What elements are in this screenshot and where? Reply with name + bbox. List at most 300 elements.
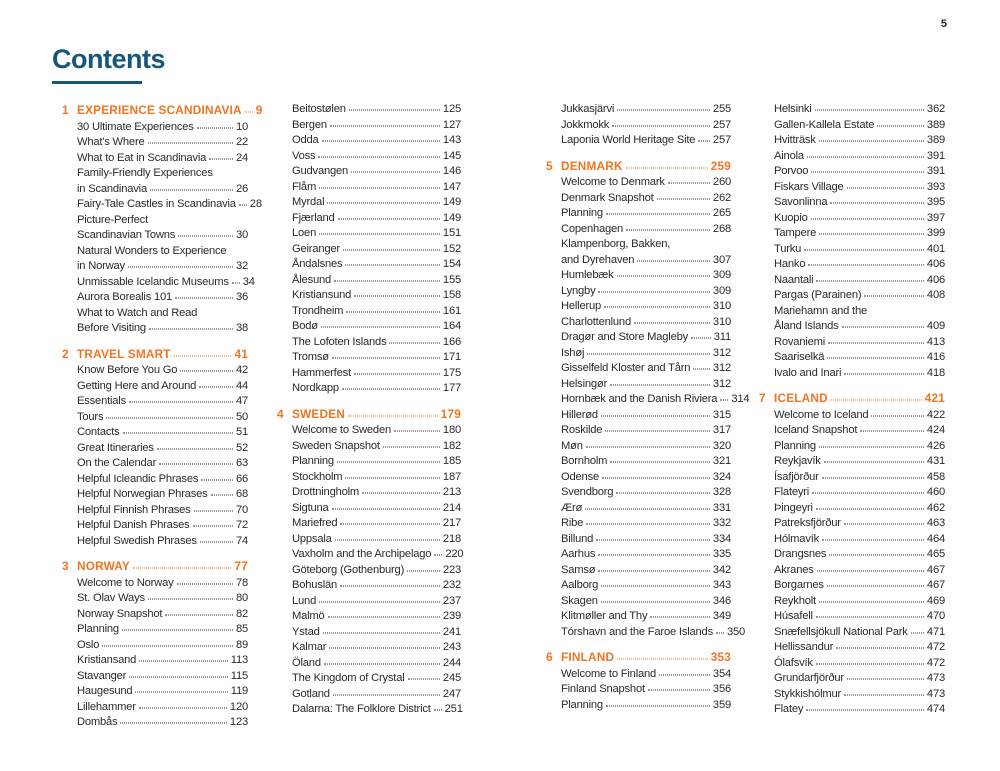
- dot-leader: [586, 446, 710, 447]
- toc-entry: [774, 533, 945, 549]
- toc-entry-page: 471: [926, 625, 945, 638]
- toc-entry-page: 36: [235, 291, 248, 303]
- dot-leader: [804, 249, 924, 250]
- toc-entry-label: Møn: [561, 439, 583, 452]
- toc-entry: [774, 626, 945, 642]
- toc-entry: [561, 119, 731, 135]
- toc-entry-page: 123: [229, 716, 248, 728]
- toc-section-label: DENMARK: [561, 158, 623, 173]
- toc-entry: [292, 440, 461, 456]
- dot-leader: [389, 342, 439, 343]
- toc-entry-page: 34: [242, 275, 255, 288]
- toc-entry-page: 359: [712, 698, 731, 711]
- toc-entry-page: 472: [926, 641, 945, 653]
- dot-leader: [806, 710, 924, 711]
- toc-entry: [77, 291, 248, 307]
- dot-leader: [626, 167, 708, 168]
- toc-entry: [77, 519, 248, 535]
- toc-entry-page: 397: [926, 211, 945, 224]
- dot-leader: [816, 280, 923, 281]
- dot-leader: [434, 710, 442, 711]
- toc-entry-label: Saariselkä: [774, 351, 825, 363]
- toc-entry-page: 119: [230, 685, 248, 697]
- dot-leader: [332, 508, 440, 509]
- toc-entry-page: 342: [712, 563, 731, 576]
- toc-entry: [292, 320, 461, 336]
- toc-entry-page: 51: [235, 426, 248, 438]
- dot-leader: [345, 265, 439, 266]
- toc-entry-page: 82: [235, 607, 248, 620]
- toc-entry: [774, 289, 945, 305]
- dot-leader: [911, 632, 924, 633]
- toc-entry-label: Welcome to Finland: [561, 667, 657, 680]
- toc-entry: [77, 623, 248, 639]
- dot-leader: [864, 296, 924, 297]
- toc-entry-page: 127: [442, 118, 461, 131]
- dot-leader: [596, 539, 710, 540]
- toc-entry-page: 424: [926, 424, 945, 436]
- toc-entry-label: Myrdal: [292, 196, 325, 208]
- toc-entry-page: 26: [235, 182, 248, 195]
- toc-entry-page: 245: [442, 672, 461, 684]
- toc-entry-page: 317: [712, 424, 731, 436]
- toc-entry-label: On the Calendar: [77, 457, 157, 469]
- toc-entry: [77, 504, 248, 520]
- dot-leader: [693, 369, 710, 370]
- dot-leader: [816, 508, 924, 509]
- toc-section-header: [62, 103, 263, 119]
- toc-entry-label: Mariehamn and the: [774, 304, 867, 317]
- toc-entry: [561, 699, 731, 715]
- toc-entry-label: Helpful Norwegian Phrases: [77, 488, 208, 500]
- toc-entry-label: Bergen: [292, 118, 327, 131]
- toc-entry-page: 47: [235, 395, 248, 407]
- toc-entry-label: Þingeyri: [774, 501, 813, 514]
- toc-entry: [292, 227, 461, 243]
- toc-entry-wrap-line: [561, 238, 731, 254]
- toc-entry: [77, 152, 248, 168]
- dot-leader: [245, 112, 253, 113]
- toc-entry: [561, 409, 731, 425]
- toc-entry-label: Planning: [561, 207, 603, 219]
- toc-entry: [77, 654, 248, 670]
- dot-leader: [211, 495, 233, 496]
- toc-entry-label: Tours: [77, 410, 104, 423]
- dot-leader: [659, 674, 710, 675]
- dot-leader: [199, 386, 233, 387]
- toc-entry-label: Ólafsvík: [774, 656, 813, 669]
- toc-entry-label: Planning: [774, 439, 816, 452]
- toc-entry-page: 331: [712, 501, 731, 514]
- toc-entry: [561, 683, 731, 699]
- dot-leader: [836, 648, 924, 649]
- toc-entry: [292, 486, 461, 502]
- toc-entry: [77, 183, 248, 199]
- dot-leader: [847, 679, 924, 680]
- dot-leader: [819, 601, 924, 602]
- toc-entry: [77, 457, 248, 473]
- dot-leader: [120, 723, 226, 724]
- toc-entry-page: 89: [235, 638, 248, 651]
- toc-section-label: EXPERIENCE SCANDINAVIA: [77, 103, 242, 117]
- toc-entry-label: Humlebæk: [561, 269, 614, 281]
- toc-entry-page: 332: [712, 517, 731, 529]
- toc-entry-label: Uppsala: [292, 532, 332, 545]
- toc-section-label: ICELAND: [774, 391, 828, 405]
- dot-leader: [351, 172, 440, 173]
- toc-entry-page: 315: [712, 408, 731, 421]
- dot-leader: [354, 296, 440, 297]
- toc-entry-label: Aalborg: [561, 579, 599, 591]
- toc-entry: [774, 610, 945, 626]
- toc-entry-label: Gisselfeld Kloster and Tårn: [561, 362, 691, 374]
- toc-entry-label: Turku: [774, 242, 802, 255]
- dot-leader: [128, 267, 233, 268]
- dot-leader: [601, 586, 710, 587]
- toc-entry: [774, 672, 945, 688]
- dot-leader: [329, 648, 440, 649]
- dot-leader: [815, 110, 924, 111]
- toc-entry-label: Helsingør: [561, 377, 608, 390]
- toc-entry: [774, 703, 945, 719]
- toc-entry-page: 28: [249, 198, 262, 210]
- toc-entry-label: Hornbæk and the Danish Riviera: [561, 393, 718, 405]
- toc-entry-page: 406: [926, 273, 945, 286]
- toc-entry: [292, 579, 461, 595]
- toc-entry: [774, 579, 945, 595]
- dot-leader: [602, 477, 710, 478]
- toc-entry-label: Aarhus: [561, 548, 596, 560]
- toc-section-page: 179: [440, 406, 461, 421]
- dot-leader: [606, 705, 710, 706]
- toc-entry-label: Göteborg (Gothenburg): [292, 563, 405, 576]
- toc-entry-label: Flateyri: [774, 486, 810, 498]
- folio-page-number: 5: [940, 18, 947, 30]
- toc-entry: [561, 517, 731, 533]
- toc-entry-page: 473: [926, 672, 945, 684]
- toc-section-page: 259: [710, 158, 731, 173]
- toc-entry-page: 257: [712, 118, 731, 131]
- toc-entry-page: 314: [731, 393, 750, 405]
- toc-entry: [561, 362, 731, 378]
- dot-leader: [157, 448, 233, 449]
- toc-entry: [77, 473, 248, 489]
- toc-entry-page: 63: [235, 457, 248, 469]
- toc-entry-page: 262: [712, 191, 731, 204]
- toc-entry: [292, 258, 461, 274]
- toc-entry-label: Odense: [561, 470, 599, 483]
- toc-entry-label: Kristiansand: [77, 654, 137, 666]
- toc-entry-label: Odda: [292, 134, 319, 146]
- toc-entry-page: 309: [712, 269, 731, 281]
- toc-section-number: 6: [546, 650, 553, 664]
- toc-entry-label: Unmissable Icelandic Museums: [77, 275, 229, 288]
- toc-entry-label: Bornholm: [561, 455, 608, 467]
- toc-entry-page: 237: [442, 594, 461, 607]
- toc-entry: [561, 103, 731, 119]
- toc-entry-label: Akranes: [774, 563, 814, 576]
- toc-entry: [561, 548, 731, 564]
- dot-leader: [716, 632, 724, 633]
- toc-entry-page: 52: [235, 441, 248, 454]
- toc-entry-page: 311: [713, 331, 731, 343]
- toc-entry-page: 158: [442, 289, 461, 301]
- toc-entry-label: Gallen-Kallela Estate: [774, 118, 875, 131]
- toc-section-header: [62, 559, 248, 575]
- toc-entry-label: Ísafjörður: [774, 470, 819, 483]
- dot-leader: [129, 402, 233, 403]
- toc-entry-label: Helpful Icleandic Phrases: [77, 472, 199, 485]
- toc-entry-page: 244: [442, 656, 461, 669]
- toc-entry-label: The Kingdom of Crystal: [292, 672, 405, 684]
- toc-entry-wrap-line: [77, 167, 248, 183]
- toc-entry-page: 171: [442, 351, 461, 363]
- toc-entry-label: Snæfellsjökull National Park: [774, 625, 908, 638]
- toc-entry: [77, 380, 248, 396]
- toc-entry: [77, 198, 262, 214]
- toc-entry-page: 187: [442, 470, 461, 483]
- toc-entry-label: Samsø: [561, 563, 596, 576]
- dot-leader: [586, 524, 710, 525]
- toc-entry-label: Ishøj: [561, 346, 585, 359]
- toc-entry: [77, 121, 248, 137]
- toc-entry: [561, 300, 731, 316]
- toc-entry: [292, 351, 461, 367]
- toc-entry: [774, 243, 945, 259]
- toc-entry-page: 335: [712, 548, 731, 560]
- toc-entry-label: Know Before You Go: [77, 364, 178, 376]
- toc-entry: [292, 305, 461, 321]
- toc-entry-wrap-line: [77, 245, 248, 261]
- toc-entry: [292, 455, 461, 471]
- dot-leader: [817, 570, 924, 571]
- toc-entry-label: Kuopio: [774, 211, 808, 224]
- toc-entry: [561, 440, 731, 456]
- toc-entry-label: Ainola: [774, 149, 804, 162]
- toc-entry: [292, 471, 461, 487]
- toc-entry-page: 426: [926, 439, 945, 452]
- dot-leader: [349, 110, 440, 111]
- toc-entry-page: 416: [926, 351, 945, 363]
- toc-entry-page: 32: [235, 260, 248, 272]
- dot-leader: [606, 214, 710, 215]
- dot-leader: [844, 694, 924, 695]
- toc-entry: [561, 625, 746, 642]
- toc-entry-label: Mariefred: [292, 517, 338, 529]
- toc-entry-page: 68: [235, 488, 248, 500]
- dot-leader: [819, 446, 924, 447]
- dot-leader: [691, 338, 711, 339]
- toc-column-3: [546, 103, 750, 714]
- dot-leader: [135, 692, 227, 693]
- toc-entry-page: 38: [235, 322, 248, 334]
- toc-entry-label: Åndalsnes: [292, 258, 343, 270]
- toc-entry-label: Planning: [292, 455, 334, 467]
- toc-entry-page: 217: [442, 517, 461, 529]
- toc-section-label: SWEDEN: [292, 406, 345, 421]
- toc-entry-label: Laponia World Heritage Site: [561, 134, 696, 146]
- dot-leader: [324, 663, 440, 664]
- toc-entry: [561, 393, 750, 409]
- toc-entry-page: 80: [235, 592, 248, 604]
- toc-entry-page: 223: [442, 563, 461, 576]
- toc-entry: [77, 716, 248, 732]
- toc-column-4: [759, 103, 945, 719]
- toc-entry: [774, 274, 945, 290]
- dot-leader: [812, 493, 924, 494]
- toc-entry-page: 166: [442, 335, 461, 348]
- dot-leader: [650, 617, 710, 618]
- toc-entry: [774, 181, 945, 197]
- toc-entry-page: 349: [712, 610, 731, 622]
- dot-leader: [807, 156, 924, 157]
- dot-leader: [165, 614, 233, 615]
- toc-entry: [774, 471, 945, 487]
- toc-entry: [77, 670, 248, 686]
- toc-entry: [292, 610, 461, 626]
- toc-entry-label: Rovaniemi: [774, 335, 826, 348]
- dot-leader: [816, 663, 924, 664]
- toc-entry-label: Tromsø: [292, 351, 329, 363]
- toc-entry-label: Drangsnes: [774, 548, 827, 560]
- toc-entry-label: Beitostølen: [292, 103, 346, 115]
- toc-entry-label: Helpful Finnish Phrases: [77, 503, 191, 516]
- dot-leader: [587, 353, 710, 354]
- toc-entry: [77, 322, 248, 338]
- toc-entry-label: Hellerup: [561, 300, 602, 312]
- toc-entry-label: Trondheim: [292, 304, 344, 317]
- toc-entry: [292, 289, 461, 305]
- toc-entry: [292, 103, 461, 119]
- toc-entry-page: 406: [926, 258, 945, 270]
- toc-entry-label: Hillerød: [561, 408, 598, 421]
- toc-entry-label: Helsinki: [774, 103, 812, 115]
- dot-leader: [319, 234, 440, 235]
- dot-leader: [340, 524, 439, 525]
- toc-entry-label: Oslo: [77, 638, 100, 651]
- toc-entry-label: Öland: [292, 656, 321, 669]
- dot-leader: [340, 586, 440, 587]
- dot-leader: [106, 417, 233, 418]
- toc-entry: [774, 336, 945, 352]
- toc-entry-page: 418: [926, 366, 945, 379]
- toc-entry-label: Savonlinna: [774, 196, 828, 208]
- toc-entry-page: 177: [442, 382, 461, 394]
- toc-entry-page: 458: [926, 470, 945, 483]
- toc-section-number: 3: [62, 559, 69, 573]
- toc-entry: [77, 592, 248, 608]
- toc-entry: [561, 579, 731, 595]
- toc-entry: [774, 351, 945, 367]
- dot-leader: [343, 249, 440, 250]
- toc-section-page: 77: [234, 559, 248, 573]
- toc-entry-page: 260: [712, 176, 731, 188]
- dot-leader: [159, 464, 233, 465]
- dot-leader: [321, 327, 440, 328]
- toc-entry: [561, 254, 731, 270]
- toc-entry: [561, 176, 731, 192]
- toc-entry-page: 321: [712, 455, 731, 467]
- dot-leader: [657, 198, 710, 199]
- dot-leader: [808, 265, 924, 266]
- toc-entry: [292, 134, 461, 150]
- dot-leader: [626, 229, 710, 230]
- toc-entry: [774, 502, 945, 518]
- toc-entry: [561, 134, 731, 150]
- toc-entry: [561, 378, 731, 394]
- toc-entry-label: Malmö: [292, 610, 325, 622]
- toc-entry: [561, 486, 731, 502]
- toc-entry-page: 213: [442, 486, 461, 498]
- toc-entry-page: 467: [926, 579, 945, 591]
- toc-entry-page: 464: [926, 532, 945, 545]
- toc-entry-label: Norway Snapshot: [77, 607, 163, 620]
- toc-entry-label: 30 Ultimate Experiences: [77, 120, 194, 133]
- toc-entry-label: Stockholm: [292, 470, 343, 483]
- toc-entry-page: 399: [926, 227, 945, 239]
- toc-entry-page: 312: [712, 346, 731, 359]
- dot-leader: [197, 127, 233, 128]
- toc-entry: [774, 227, 945, 243]
- toc-section-header: [546, 650, 731, 666]
- title-underline: [52, 81, 142, 84]
- dot-leader: [328, 617, 440, 618]
- toc-entry-page: 356: [712, 683, 731, 695]
- toc-entry-page: 268: [712, 222, 731, 235]
- toc-entry-page: 145: [442, 149, 461, 162]
- toc-entry-page: 220: [445, 548, 464, 560]
- toc-entry-label: Bodø: [292, 320, 318, 332]
- toc-entry: [292, 595, 461, 611]
- toc-entry-page: 44: [235, 379, 248, 392]
- toc-section-label: NORWAY: [77, 559, 130, 573]
- toc-entry-label: Roskilde: [561, 424, 603, 436]
- dot-leader: [824, 462, 924, 463]
- toc-entry: [292, 274, 461, 290]
- toc-entry-label: Haugesund: [77, 685, 133, 697]
- dot-leader: [201, 479, 233, 480]
- toc-entry-label: Planning: [561, 698, 603, 711]
- toc-entry: [774, 688, 945, 704]
- toc-entry: [561, 207, 731, 223]
- toc-entry-page: 120: [229, 700, 248, 713]
- toc-entry: [561, 668, 731, 684]
- toc-entry: [561, 595, 731, 611]
- toc-entry-page: 472: [926, 656, 945, 669]
- dot-leader: [871, 415, 923, 416]
- toc-entry-label: Copenhagen: [561, 222, 624, 235]
- dot-leader: [648, 690, 710, 691]
- toc-entry: [292, 533, 461, 549]
- toc-entry-label: Lillehammer: [77, 700, 136, 713]
- dot-leader: [617, 276, 710, 277]
- dot-leader: [816, 617, 924, 618]
- dot-leader: [844, 524, 924, 525]
- toc-entry-page: 389: [926, 134, 945, 146]
- toc-entry: [77, 411, 248, 427]
- toc-section-number: 5: [546, 158, 553, 173]
- toc-entry-page: 401: [926, 242, 945, 255]
- toc-entry: [561, 455, 731, 471]
- toc-entry-label: Essentials: [77, 395, 126, 407]
- toc-entry-label: Húsafell: [774, 610, 813, 622]
- dot-leader: [394, 431, 440, 432]
- toc-entry-label: Helpful Danish Phrases: [77, 519, 190, 531]
- toc-entry: [77, 395, 248, 411]
- toc-entry-page: 320: [712, 439, 731, 452]
- dot-leader: [827, 586, 924, 587]
- toc-entry-label: Borgarnes: [774, 579, 824, 591]
